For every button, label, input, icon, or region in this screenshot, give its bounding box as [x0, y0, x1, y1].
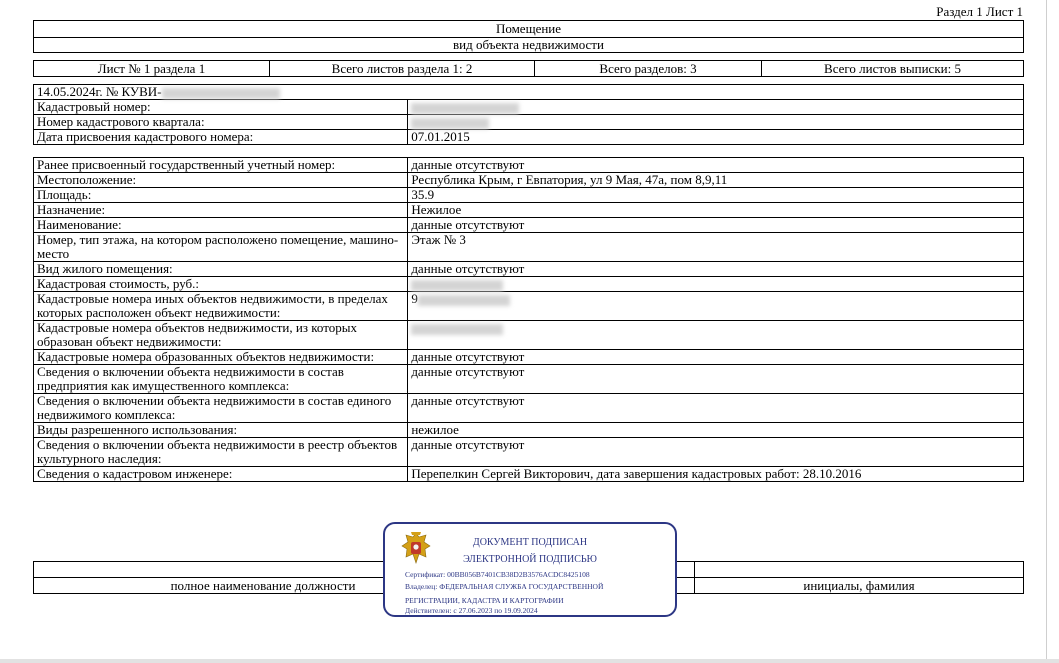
table-row	[34, 158, 1024, 173]
table-row	[34, 85, 1024, 100]
field-value: данные отсутствуют	[408, 262, 1024, 277]
field-value: данные отсутствуют	[408, 350, 1024, 365]
field-label: Сведения о включении объекта недвижимости в реестр объектов культурного наследия:	[34, 438, 408, 467]
field-value: данные отсутствуют	[408, 394, 1024, 423]
table-row	[34, 218, 1024, 233]
document-id: 14.05.2024г. № КУВИ-	[37, 84, 162, 99]
field-value: 35.9	[408, 188, 1024, 203]
table-row	[34, 321, 1024, 350]
field-value: Этаж № 3	[408, 233, 1024, 262]
table-row	[34, 467, 1024, 482]
object-type-title: Помещение	[33, 20, 1024, 38]
sheet-counters	[33, 60, 1024, 77]
field-value: данные отсутствуют	[408, 158, 1024, 173]
object-details-table	[33, 157, 1024, 482]
field-value: 07.01.2015	[408, 130, 1024, 145]
table-row	[34, 262, 1024, 277]
table-row	[34, 394, 1024, 423]
redacted-value	[411, 103, 519, 114]
field-value: данные отсутствуют	[408, 218, 1024, 233]
table-row	[34, 130, 1024, 145]
table-row	[34, 292, 1024, 321]
field-value	[408, 100, 1024, 115]
field-label: Местоположение:	[34, 173, 408, 188]
table-row	[34, 100, 1024, 115]
counter-section-sheets: Всего листов раздела 1: 2	[269, 60, 535, 77]
table-row	[34, 423, 1024, 438]
stamp-certificate: Сертификат: 00BB056B7401CB38D2B3576ACDC8425108	[405, 570, 590, 579]
field-value	[408, 292, 1024, 321]
field-label: Кадастровые номера иных объектов недвижимости, в пределах которых расположен объект недвижимости:	[34, 292, 408, 321]
field-label: Наименование:	[34, 218, 408, 233]
field-label: Сведения о включении объекта недвижимости в состав предприятия как имущественного комплекса:	[34, 365, 408, 394]
field-value	[408, 277, 1024, 292]
table-row	[34, 173, 1024, 188]
field-label: Кадастровый номер:	[34, 100, 408, 115]
field-label: Виды разрешенного использования:	[34, 423, 408, 438]
counter-sheet: Лист № 1 раздела 1	[33, 60, 270, 77]
table-row	[34, 203, 1024, 218]
field-value: Нежилое	[408, 203, 1024, 218]
field-label: Сведения о кадастровом инженере:	[34, 467, 408, 482]
field-label: Ранее присвоенный государственный учетный номер:	[34, 158, 408, 173]
page-edge-right	[1046, 0, 1047, 663]
field-value	[408, 115, 1024, 130]
registry-header-table	[33, 84, 1024, 145]
table-row	[34, 350, 1024, 365]
redacted-value	[418, 295, 510, 306]
field-value: Республика Крым, г Евпатория, ул 9 Мая, 47а, пом 8,9,11	[408, 173, 1024, 188]
field-value: нежилое	[408, 423, 1024, 438]
stamp-title-line1: ДОКУМЕНТ ПОДПИСАН	[472, 537, 588, 548]
position-label: полное наименование должности	[170, 578, 356, 593]
redacted-value	[162, 88, 280, 99]
field-value	[408, 321, 1024, 350]
field-value: данные отсутствуют	[408, 438, 1024, 467]
redacted-value	[411, 118, 489, 129]
field-value: данные отсутствуют	[408, 365, 1024, 394]
electronic-signature-stamp	[383, 522, 677, 617]
redacted-value	[411, 280, 503, 291]
field-label: Номер кадастрового квартала:	[34, 115, 408, 130]
table-row	[34, 188, 1024, 203]
counter-total-sheets: Всего листов выписки: 5	[761, 60, 1024, 77]
field-label: Сведения о включении объекта недвижимости в состав единого недвижимого комплекса:	[34, 394, 408, 423]
field-label: Дата присвоения кадастрового номера:	[34, 130, 408, 145]
field-value: Перепелкин Сергей Викторович, дата завершения кадастровых работ: 28.10.2016	[408, 467, 1024, 482]
redacted-value	[411, 324, 503, 335]
table-row	[34, 277, 1024, 292]
field-label: Кадастровая стоимость, руб.:	[34, 277, 408, 292]
table-row	[34, 115, 1024, 130]
name-label: инициалы, фамилия	[803, 578, 915, 593]
page-edge-bottom	[0, 659, 1059, 663]
stamp-validity: Действителен: с 27.06.2023 по 19.09.2024	[405, 606, 538, 615]
document-id-cell	[34, 85, 1024, 100]
table-row	[34, 365, 1024, 394]
stamp-owner-line1: Владелец: ФЕДЕРАЛЬНАЯ СЛУЖБА ГОСУДАРСТВЕННОЙ	[405, 582, 604, 591]
table-row	[34, 438, 1024, 467]
field-label: Назначение:	[34, 203, 408, 218]
signature-right-rule	[1023, 561, 1024, 594]
table-row	[34, 233, 1024, 262]
object-type-subtitle: вид объекта недвижимости	[33, 37, 1024, 53]
sheet-reference: Раздел 1 Лист 1	[936, 4, 1023, 19]
stamp-title-line2: ЭЛЕКТРОННОЙ ПОДПИСЬЮ	[463, 554, 597, 565]
field-label: Кадастровые номера объектов недвижимости, из которых образован объект недвижимости:	[34, 321, 408, 350]
field-label: Номер, тип этажа, на котором расположено помещение, машино-место	[34, 233, 408, 262]
stamp-owner-line2: РЕГИСТРАЦИИ, КАДАСТРА И КАРТОГРАФИИ	[405, 596, 564, 605]
counter-sections: Всего разделов: 3	[534, 60, 762, 77]
field-value-text: 9	[411, 291, 418, 306]
field-label: Вид жилого помещения:	[34, 262, 408, 277]
field-label: Площадь:	[34, 188, 408, 203]
field-label: Кадастровые номера образованных объектов недвижимости:	[34, 350, 408, 365]
